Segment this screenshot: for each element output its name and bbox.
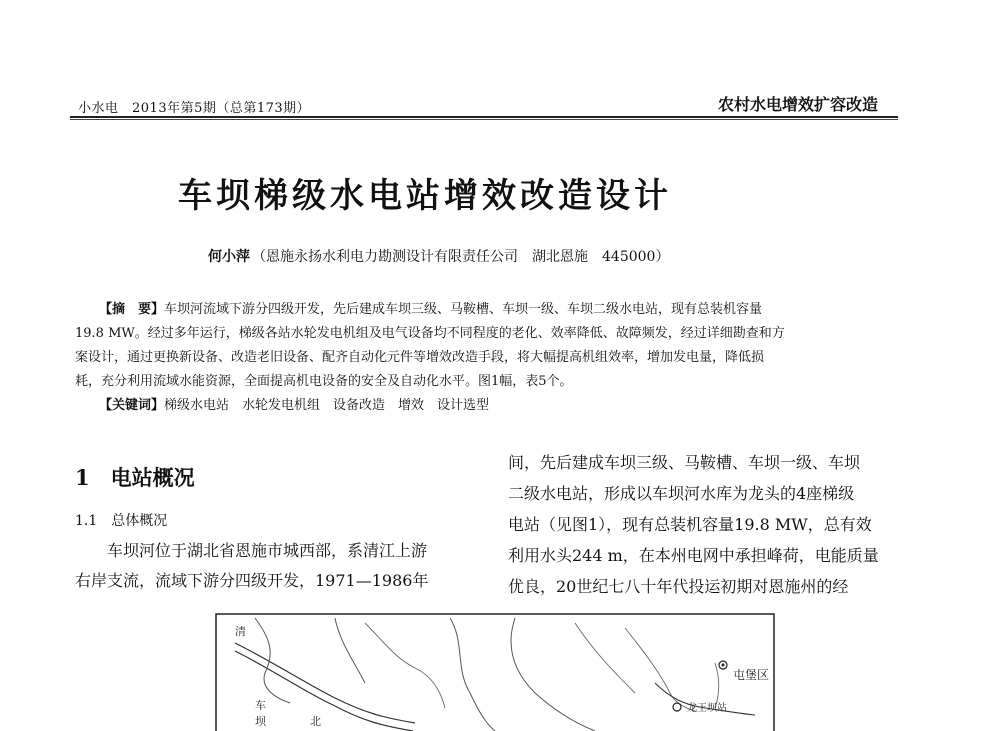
map-label-town: 屯堡区: [733, 668, 770, 682]
journal-issue: 小水电 2013年第5期（总第173期）: [78, 101, 311, 116]
section-heading: 1 电站概况: [75, 465, 195, 490]
author-line: [208, 246, 669, 266]
map-label: 清: [235, 625, 246, 638]
paper-title: 车坝梯级水电站增效改造设计: [178, 176, 672, 216]
author-name: 何小萍: [208, 249, 250, 265]
town-marker-center: [722, 664, 725, 667]
tributary-line: [575, 623, 635, 693]
map-label: 坝: [255, 715, 266, 728]
body-line: 利用水头244 m，在本州电网中承担峰荷，电能质量: [508, 546, 879, 565]
abstract-line: 案设计，通过更换新设备、改造老旧设备、配齐自动化元件等增效改造手段，将大幅提高机组效率，增加发电量，降低损: [75, 350, 765, 365]
tributary-line: [335, 618, 365, 683]
body-line: 间，先后建成车坝三级、马鞍槽、车坝一级、车坝: [508, 453, 861, 472]
tributary-line: [715, 663, 719, 708]
tributary-line: [511, 618, 595, 731]
author-affiliation: （恩施永扬水利电力勘测设计有限责任公司 湖北恩施 445000）: [252, 249, 670, 265]
subsection-heading: 1.1 总体概况: [75, 513, 168, 529]
tributary-line: [450, 618, 495, 731]
keywords-label: 【关键词】: [99, 398, 165, 413]
keywords: 梯级水电站 水轮发电机组 设备改造 增效 设计选型: [164, 398, 490, 413]
tributary-line: [625, 628, 695, 711]
tributary-line: [365, 623, 445, 708]
body-line: 电站（见图1），现有总装机容量19.8 MW，总有效: [508, 515, 872, 534]
abstract-label: 【摘 要】: [99, 302, 165, 317]
body-line: 右岸支流，流域下游分四级开发，1971—1986年: [75, 571, 429, 590]
keywords-line: [75, 394, 905, 418]
map-label: 车: [255, 699, 266, 712]
watershed-map-figure: [215, 613, 775, 731]
body-column-right: [508, 447, 908, 602]
body-line: 优良，20世纪七八十年代投运初期对恩施州的经: [508, 577, 849, 596]
header-rule-thin: [70, 119, 898, 120]
abstract-line: 19.8 MW。经过多年运行，梯级各站水轮发电机组及电气设备均不同程度的老化、效率降低、故障频发，经过详细勘查和方: [75, 326, 785, 341]
abstract-block: [75, 298, 905, 418]
section-category: 农村水电增效扩容改造: [718, 95, 879, 114]
header-rule: [70, 116, 898, 118]
body-line: 二级水电站，形成以车坝河水库为龙头的4座梯级: [508, 484, 855, 503]
body-line: 车坝河位于湖北省恩施市城西部，系清江上游: [75, 541, 428, 560]
map-label-station: 龙王坝站: [687, 703, 727, 714]
station-marker: [673, 703, 681, 711]
body-column-left: [75, 536, 485, 596]
map-label: 北: [310, 715, 321, 728]
tributary-line: [255, 618, 290, 703]
abstract-line: 【摘 要】车坝河流域下游分四级开发，先后建成车坝三级、马鞍槽、车坝一级、车坝二级水电站，现有总装机容量: [99, 302, 763, 317]
abstract-line: 耗，充分利用流域水能资源，全面提高机电设备的安全及自动化水平。图1幅，表5个。: [75, 374, 573, 389]
